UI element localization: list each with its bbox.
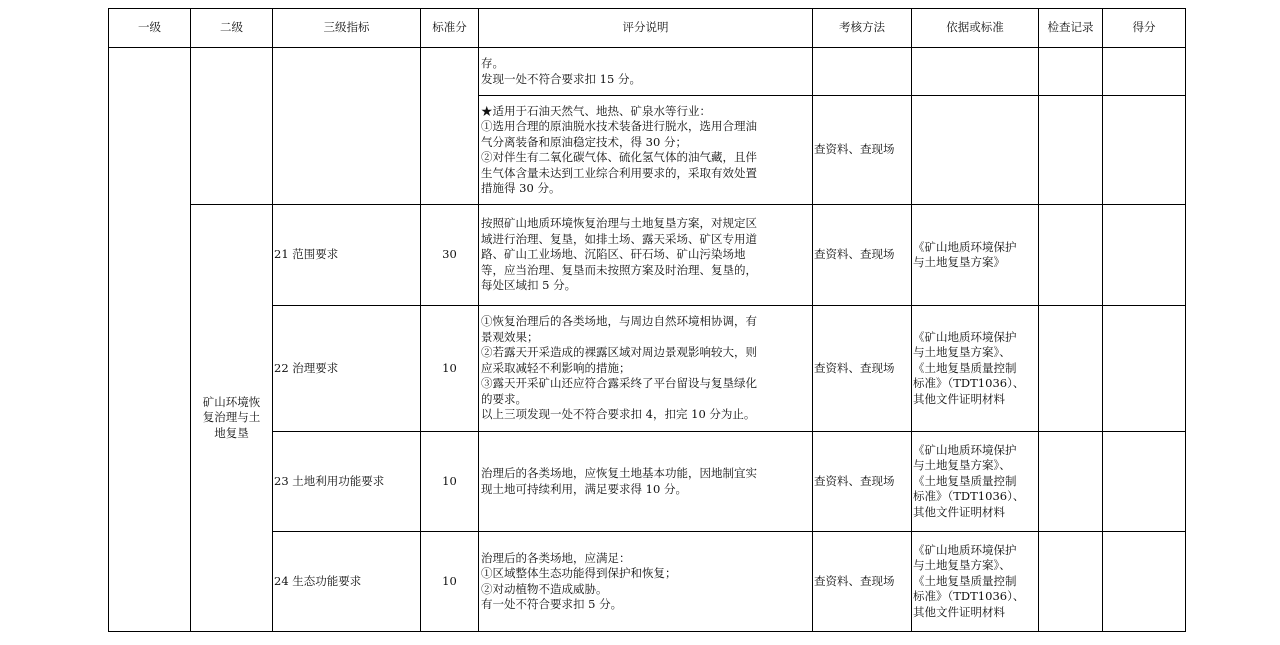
desc-line: 治理后的各类场地，应恢复土地基本功能，因地制宜实 [481,466,757,480]
check-record-cell [1039,205,1103,306]
check-record-cell [1039,96,1103,205]
level2-cell-continued [191,48,273,205]
basis-line: 标准》（TDT1036）、 [913,589,1025,604]
method-cell: 查资料、查现场 [813,306,912,432]
desc-line: 气分离装备和原油稳定技术，得 30 分； [481,134,687,149]
indicator-cell: 24 生态功能要求 [273,532,421,632]
basis-line: 标准》（TDT1036）、 [913,376,1025,391]
method-cell: 查资料、查现场 [813,532,912,632]
basis-line: 其他文件证明材料 [913,504,1005,519]
basis-cell [912,532,1039,632]
header-row [109,9,1186,48]
score-result-cell [1103,532,1186,632]
basis-cell [912,96,1039,205]
method-cell: 查资料、查现场 [813,205,912,306]
indicator-cell: 21 范围要求 [273,205,421,306]
indicator-cell: 23 土地利用功能要求 [273,432,421,532]
table-row [109,48,1186,96]
score-result-cell [1103,205,1186,306]
level2-cell [191,205,273,632]
indicator-cell-continued [273,48,421,205]
desc-line: 存。 [481,56,504,70]
method-cell [813,48,912,96]
description-cell [479,205,813,306]
standard-score-cell: 10 [421,432,479,532]
header-level1: 一级 [109,9,191,48]
level2-full-label [0,0,1,1]
basis-cell [912,432,1039,532]
basis-line: 其他文件证明材料 [913,391,1005,406]
desc-line: 有一处不符合要求扣 5 分。 [481,597,623,611]
desc-line: ②对动植物不造成威胁。 [481,581,608,596]
basis-line: 《土地复垦质量控制 [913,360,1017,375]
desc-line: 域进行治理、复垦，如排土场、露天采场、矿区专用道 [481,231,757,246]
desc-line: 以上三项发现一处不符合要求扣 4，扣完 10 分为止。 [481,407,756,422]
desc-line: 路、矿山工业场地、沉陷区、矸石场、矿山污染场地 [481,247,746,262]
method-cell: 查资料、查现场 [813,432,912,532]
check-record-cell [1039,432,1103,532]
description-cell [479,306,813,432]
header-description: 评分说明 [479,9,813,48]
desc-line: ③露天开采矿山还应符合露采终了平台留设与复垦绿化 [481,376,757,391]
desc-line: 现土地可持续利用，满足要求得 10 分。 [481,481,687,496]
desc-line: ②对伴生有二氧化碳气体、硫化氢气体的油气藏，且伴 [481,150,757,164]
level2-line: 矿山环境恢 [202,394,261,409]
header-standard-score: 标准分 [421,9,479,48]
standard-score-cell: 10 [421,532,479,632]
desc-line: 的要求。 [481,391,527,406]
basis-line: 标准》（TDT1036）、 [913,489,1025,504]
check-record-cell [1039,48,1103,96]
header-method: 考核方法 [813,9,912,48]
basis-cell [912,205,1039,306]
score-result-cell [1103,48,1186,96]
score-result-cell [1103,432,1186,532]
basis-line: 与土地复垦方案》、 [913,458,1011,473]
description-cell [479,96,813,205]
header-basis: 依据或标准 [912,9,1039,48]
basis-cell [912,306,1039,432]
header-check-record: 检查记录 [1039,9,1103,48]
score-result-cell [1103,96,1186,205]
level2-line: 复治理与土 [202,410,261,425]
check-record-cell [1039,306,1103,432]
desc-line: 措施得 30 分。 [481,181,561,195]
basis-line: 与土地复垦方案》、 [913,558,1011,573]
desc-line: 等，应当治理、复垦而未按照方案及时治理、复垦的， [481,262,757,277]
indicator-cell: 22 治理要求 [273,306,421,432]
desc-line: 治理后的各类场地，应满足： [481,550,631,565]
desc-line: 发现一处不符合要求扣 15 分。 [481,71,641,86]
basis-line: 《矿山地质环境保护 [913,239,1017,254]
scoring-table [108,8,1186,632]
desc-line: 生气体含量未达到工业综合利用要求的，采取有效处置 [481,165,757,180]
header-score: 得分 [1103,9,1186,48]
method-cell: 查资料、查现场 [813,96,912,205]
standard-score-cell: 30 [421,205,479,306]
description-cell [479,532,813,632]
level1-cell [109,48,191,632]
level2-line: 地复垦 [214,425,249,440]
basis-line: 《矿山地质环境保护 [913,329,1017,344]
basis-line: 《矿山地质环境保护 [913,442,1017,457]
header-level3: 三级指标 [273,9,421,48]
desc-line: ★适用于石油天然气、地热、矿泉水等行业： [481,103,711,118]
header-level2: 二级 [191,9,273,48]
basis-line: 《土地复垦质量控制 [913,573,1017,588]
check-record-cell [1039,532,1103,632]
desc-line: ①区域整体生态功能得到保护和恢复； [481,566,677,580]
standard-score-cell: 10 [421,306,479,432]
basis-cell [912,48,1039,96]
basis-line: 其他文件证明材料 [913,604,1005,619]
basis-line: 与土地复垦方案》 [913,255,1005,269]
basis-line: 与土地复垦方案》、 [913,345,1011,360]
description-cell [479,48,813,96]
score-cell-continued [421,48,479,205]
basis-line: 《矿山地质环境保护 [913,542,1017,557]
desc-line: 按照矿山地质环境恢复治理与土地复垦方案，对规定区 [481,216,757,231]
desc-line: ②若露天开采造成的裸露区域对周边景观影响较大，则 [481,345,757,360]
description-cell [479,432,813,532]
table-row [109,205,1186,306]
basis-line: 《土地复垦质量控制 [913,473,1017,488]
desc-line: 每处区域扣 5 分。 [481,278,577,293]
desc-line: 景观效果； [481,329,539,344]
score-result-cell [1103,306,1186,432]
desc-line: ①恢复治理后的各类场地，与周边自然环境相协调，有 [481,314,757,329]
desc-line: ①选用合理的原油脱水技术装备进行脱水，选用合理油 [481,119,757,133]
desc-line: 应采取减轻不利影响的措施； [481,360,631,375]
